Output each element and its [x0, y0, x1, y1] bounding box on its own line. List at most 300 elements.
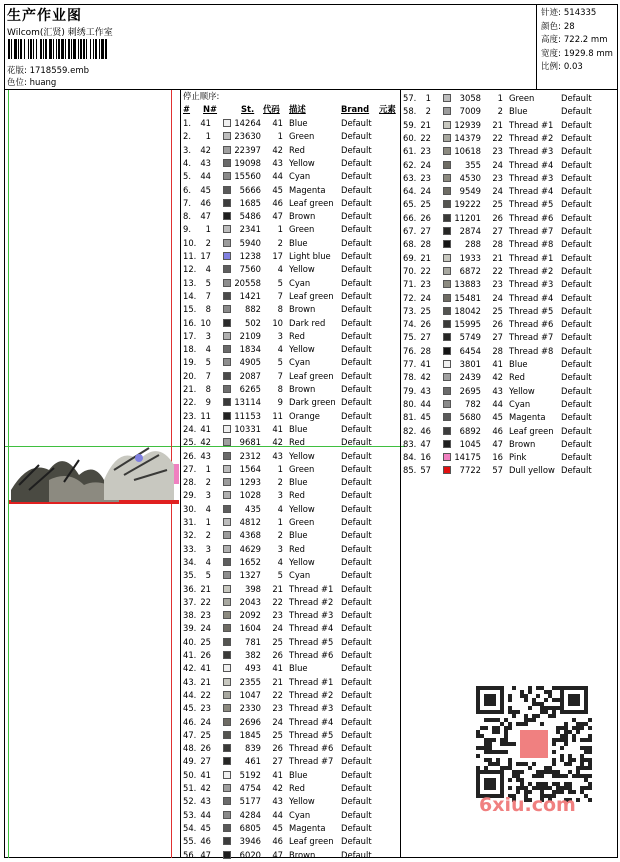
table-row: [403, 438, 617, 451]
table-row: [183, 742, 397, 755]
row-code: 23: [272, 703, 283, 714]
color-swatch: [443, 466, 451, 474]
row-brand: Default: [341, 636, 372, 647]
row-needle: 47: [200, 211, 211, 222]
row-index: 61.: [403, 146, 417, 157]
row-brand: Default: [341, 596, 372, 607]
row-stitches: 1327: [239, 570, 261, 581]
row-brand: Default: [341, 317, 372, 328]
table-row: [403, 159, 617, 172]
row-stitches: 5177: [239, 796, 261, 807]
row-stitches: 4530: [459, 172, 481, 183]
table-row: [403, 265, 617, 278]
row-description: Brown: [289, 849, 316, 860]
row-code: 27: [492, 226, 503, 236]
row-needle: 25: [420, 305, 431, 316]
row-index: 37.: [183, 596, 197, 607]
table-row: [403, 371, 617, 384]
row-index: 28.: [183, 477, 197, 488]
row-stitches: 6872: [459, 265, 481, 276]
row-description: Yellow: [289, 264, 315, 275]
row-needle: 4: [205, 344, 211, 355]
stat-value: 28: [563, 21, 575, 32]
row-stitches: 5749: [459, 332, 481, 343]
row-description: Thread #5: [289, 636, 334, 647]
row-index: 22.: [183, 397, 197, 408]
color-swatch: [223, 225, 231, 233]
row-stitches: 1564: [239, 463, 261, 474]
row-brand: Default: [341, 729, 372, 740]
row-code: 5: [277, 570, 283, 581]
table-row: [183, 144, 397, 157]
row-index: 32.: [183, 530, 197, 541]
row-stitches: 6265: [239, 384, 261, 394]
color-swatch: [223, 811, 231, 819]
table-row: [403, 411, 617, 424]
row-index: 15.: [183, 304, 197, 315]
color-swatch: [223, 212, 231, 220]
row-code: 8: [277, 384, 283, 394]
row-brand: Default: [341, 277, 372, 288]
row-stitches: 4754: [239, 783, 261, 793]
table-row: [183, 436, 397, 449]
row-brand: Default: [341, 410, 372, 421]
row-index: 29.: [183, 490, 197, 501]
row-description: Red: [509, 372, 525, 383]
row-index: 14.: [183, 290, 197, 301]
row-index: 49.: [183, 756, 197, 767]
row-description: Blue: [289, 118, 308, 128]
table-row: [183, 343, 397, 356]
row-stitches: 9681: [239, 437, 261, 448]
table-row: [403, 172, 617, 185]
row-code: 45: [272, 184, 283, 195]
row-index: 23.: [183, 410, 197, 421]
color-swatch: [223, 757, 231, 765]
table-row: [403, 145, 617, 158]
row-brand: Default: [341, 397, 372, 408]
row-brand: Default: [341, 822, 372, 833]
table-row: [183, 529, 397, 542]
row-index: 47.: [183, 729, 197, 740]
table-row: [183, 636, 397, 649]
row-description: Thread #3: [509, 279, 554, 290]
row-index: 8.: [183, 211, 191, 222]
row-index: 16.: [183, 317, 197, 328]
color-swatch: [443, 200, 451, 208]
color-swatch: [223, 279, 231, 287]
row-index: 1.: [183, 118, 191, 128]
row-index: 41.: [183, 650, 197, 660]
row-stitches: 5666: [239, 184, 261, 195]
color-swatch: [223, 438, 231, 446]
table-row: [183, 769, 397, 782]
row-code: 24: [492, 292, 503, 303]
row-brand: Default: [561, 265, 592, 276]
row-stitches: 1834: [239, 344, 261, 355]
row-code: 22: [492, 265, 503, 276]
stop-sequence-table-right: [403, 90, 617, 490]
row-brand: Default: [341, 543, 372, 554]
header-st: St.: [241, 104, 255, 114]
table-row: [183, 676, 397, 689]
row-needle: 7: [205, 370, 211, 381]
color-swatch: [223, 505, 231, 513]
table-row: [183, 330, 397, 343]
table-row: [183, 117, 397, 130]
row-code: 45: [272, 822, 283, 833]
table-row: [403, 464, 617, 477]
row-needle: 24: [200, 623, 211, 634]
row-needle: 46: [200, 197, 211, 208]
color-swatch: [443, 174, 451, 182]
row-stitches: 9549: [459, 186, 481, 197]
row-index: 34.: [183, 556, 197, 567]
row-index: 50.: [183, 769, 197, 780]
row-index: 72.: [403, 292, 417, 303]
stat-label: 颜色:: [541, 21, 561, 32]
row-index: 82.: [403, 425, 417, 436]
color-swatch: [443, 267, 451, 275]
table-row: [183, 809, 397, 822]
row-code: 43: [272, 796, 283, 807]
row-needle: 21: [420, 252, 431, 263]
row-needle: 2: [205, 530, 211, 541]
row-needle: 57: [420, 465, 431, 476]
row-code: 46: [492, 425, 503, 436]
color-swatch: [223, 598, 231, 606]
table-row: [183, 649, 397, 662]
row-description: Thread #4: [509, 292, 554, 303]
row-description: Green: [289, 463, 315, 474]
row-needle: 3: [205, 490, 211, 501]
row-index: 11.: [183, 251, 197, 261]
color-swatch: [223, 691, 231, 699]
row-stitches: 2695: [459, 385, 481, 396]
row-stitches: 14264: [234, 118, 261, 128]
row-stitches: 20558: [234, 277, 261, 288]
row-needle: 44: [200, 171, 211, 182]
row-needle: 27: [200, 756, 211, 767]
row-index: 58.: [403, 106, 417, 117]
row-description: Leaf green: [289, 370, 334, 381]
color-swatch: [223, 651, 231, 659]
row-index: 24.: [183, 423, 197, 434]
row-needle: 25: [200, 729, 211, 740]
color-swatch: [443, 427, 451, 435]
row-needle: 1: [205, 224, 211, 235]
table-row: [183, 290, 397, 303]
row-code: 2: [497, 106, 503, 117]
row-brand: Default: [341, 224, 372, 235]
row-brand: Default: [561, 239, 592, 250]
row-code: 47: [272, 849, 283, 860]
row-description: Cyan: [289, 570, 311, 581]
row-code: 25: [492, 305, 503, 316]
row-description: Cyan: [509, 398, 531, 409]
row-needle: 3: [205, 543, 211, 554]
row-code: 16: [492, 452, 503, 463]
row-code: 28: [492, 345, 503, 356]
color-swatch: [443, 187, 451, 195]
row-brand: Default: [561, 438, 592, 449]
row-brand: Default: [341, 264, 372, 275]
row-stitches: 11153: [234, 410, 261, 421]
row-brand: Default: [341, 703, 372, 714]
page-title: 生产作业图: [7, 8, 82, 24]
row-needle: 41: [420, 359, 431, 369]
row-index: 42.: [183, 663, 197, 674]
row-index: 45.: [183, 703, 197, 714]
row-description: Brown: [289, 304, 316, 315]
row-index: 27.: [183, 463, 197, 474]
row-index: 38.: [183, 610, 197, 621]
row-needle: 26: [200, 650, 211, 660]
row-brand: Default: [561, 452, 592, 463]
table-row: [183, 210, 397, 223]
header-brand: Brand: [341, 104, 370, 114]
row-brand: Default: [341, 676, 372, 687]
row-brand: Default: [341, 623, 372, 634]
row-description: Blue: [289, 769, 308, 780]
row-needle: 23: [420, 279, 431, 290]
row-stitches: 435: [245, 503, 261, 514]
row-index: 36.: [183, 583, 197, 594]
row-stitches: 1845: [239, 729, 261, 740]
row-code: 25: [492, 199, 503, 210]
stop-sequence-title: 停止顺序:: [183, 91, 220, 101]
row-code: 41: [272, 118, 283, 128]
row-index: 65.: [403, 199, 417, 210]
row-description: Thread #6: [289, 743, 334, 754]
row-stitches: 882: [245, 304, 261, 315]
stat-value: 1929.8 mm: [563, 48, 613, 59]
row-description: Yellow: [289, 556, 315, 567]
row-index: 25.: [183, 437, 197, 448]
row-needle: 8: [205, 304, 211, 315]
row-stitches: 2696: [239, 716, 261, 727]
table-row: [183, 716, 397, 729]
row-stitches: 14175: [454, 452, 481, 463]
row-brand: Default: [341, 583, 372, 594]
row-needle: 22: [200, 596, 211, 607]
row-description: Magenta: [509, 412, 546, 423]
row-index: 55.: [183, 836, 197, 847]
table-row: [183, 356, 397, 369]
row-needle: 23: [200, 703, 211, 714]
color-swatch: [443, 440, 451, 448]
row-code: 1: [277, 224, 283, 235]
color-swatch: [223, 452, 231, 460]
table-row: [183, 503, 397, 516]
row-brand: Default: [561, 305, 592, 316]
row-needle: 46: [420, 425, 431, 436]
row-code: 9: [277, 397, 283, 408]
row-brand: Default: [341, 211, 372, 222]
row-needle: 16: [420, 452, 431, 463]
row-description: Pink: [509, 452, 527, 463]
table-row: [183, 662, 397, 675]
row-code: 4: [277, 503, 283, 514]
row-stitches: 493: [245, 663, 261, 674]
color-swatch: [223, 585, 231, 593]
row-stitches: 781: [245, 636, 261, 647]
color-swatch: [223, 199, 231, 207]
row-needle: 2: [205, 237, 211, 248]
row-description: Green: [509, 93, 535, 103]
table-row: [403, 358, 617, 371]
row-needle: 27: [420, 332, 431, 343]
stat-item: [541, 21, 618, 35]
row-description: Thread #1: [509, 119, 554, 130]
row-description: Thread #2: [289, 689, 334, 700]
row-index: 85.: [403, 465, 417, 476]
row-brand: Default: [561, 345, 592, 356]
row-brand: Default: [561, 106, 592, 117]
row-stitches: 23630: [234, 131, 261, 142]
row-brand: Default: [561, 252, 592, 263]
row-brand: Default: [341, 357, 372, 368]
row-stitches: 288: [465, 239, 481, 250]
row-code: 43: [272, 157, 283, 168]
row-stitches: 10618: [454, 146, 481, 157]
row-description: Thread #3: [509, 146, 554, 157]
color-swatch: [443, 387, 451, 395]
row-description: Blue: [289, 530, 308, 541]
row-brand: Default: [341, 384, 372, 394]
row-stitches: 4284: [239, 809, 261, 820]
row-stitches: 382: [245, 650, 261, 660]
color-swatch: [223, 265, 231, 273]
row-stitches: 10331: [234, 423, 261, 434]
table-row: [183, 277, 397, 290]
row-description: Green: [289, 517, 315, 527]
row-needle: 2: [425, 106, 431, 117]
stat-item: [541, 48, 618, 62]
studio-name: Wilcom(汇贤) 刺绣工作室: [7, 28, 113, 38]
row-brand: Default: [341, 423, 372, 434]
row-brand: Default: [341, 689, 372, 700]
table-row: [183, 569, 397, 582]
row-code: 8: [277, 304, 283, 315]
row-brand: Default: [341, 450, 372, 461]
row-brand: Default: [341, 184, 372, 195]
row-description: Thread #6: [509, 319, 554, 330]
row-stitches: 1604: [239, 623, 261, 634]
color-swatch: [223, 571, 231, 579]
qr-code: [476, 685, 592, 803]
row-code: 5: [277, 357, 283, 368]
row-stitches: 4905: [239, 357, 261, 368]
color-swatch: [443, 360, 451, 368]
row-stitches: 5680: [459, 412, 481, 423]
row-index: 46.: [183, 716, 197, 727]
row-code: 22: [492, 132, 503, 143]
row-stitches: 4812: [239, 517, 261, 527]
row-stitches: 782: [465, 398, 481, 409]
row-needle: 1: [205, 463, 211, 474]
row-code: 42: [272, 437, 283, 448]
table-row: [403, 212, 617, 225]
table-row: [183, 795, 397, 808]
table-row: [183, 317, 397, 330]
row-description: Yellow: [289, 344, 315, 355]
row-code: 7: [277, 370, 283, 381]
row-code: 24: [492, 159, 503, 170]
row-index: 19.: [183, 357, 197, 368]
row-code: 23: [492, 279, 503, 290]
row-description: Thread #6: [289, 650, 334, 660]
color-swatch: [223, 638, 231, 646]
row-needle: 22: [200, 689, 211, 700]
row-brand: Default: [561, 212, 592, 223]
row-description: Blue: [289, 477, 308, 488]
stop-sequence-table-left: [183, 90, 399, 858]
row-description: Brown: [509, 438, 536, 449]
table-row: [403, 318, 617, 331]
color-swatch: [223, 531, 231, 539]
row-code: 24: [272, 716, 283, 727]
row-needle: 23: [420, 146, 431, 157]
row-index: 67.: [403, 226, 417, 236]
row-index: 83.: [403, 438, 417, 449]
row-stitches: 1293: [239, 477, 261, 488]
table-row: [183, 410, 397, 423]
row-needle: 41: [200, 769, 211, 780]
row-stitches: 6020: [239, 849, 261, 860]
row-index: 10.: [183, 237, 197, 248]
row-brand: Default: [561, 332, 592, 343]
table-row: [403, 398, 617, 411]
row-description: Cyan: [289, 357, 311, 368]
row-code: 26: [272, 743, 283, 754]
row-description: Thread #4: [289, 716, 334, 727]
row-stitches: 1933: [459, 252, 481, 263]
row-stitches: 12939: [454, 119, 481, 130]
row-index: 70.: [403, 265, 417, 276]
row-index: 3.: [183, 144, 191, 155]
color-swatch: [223, 305, 231, 313]
divider-columns: [400, 90, 401, 858]
table-row: [183, 543, 397, 556]
row-needle: 41: [200, 423, 211, 434]
row-brand: Default: [341, 463, 372, 474]
row-needle: 1: [205, 131, 211, 142]
row-code: 24: [492, 186, 503, 197]
row-brand: Default: [341, 144, 372, 155]
row-brand: Default: [341, 197, 372, 208]
row-brand: Default: [561, 372, 592, 383]
row-index: 21.: [183, 384, 197, 394]
row-code: 43: [272, 450, 283, 461]
row-index: 5.: [183, 171, 191, 182]
row-index: 7.: [183, 197, 191, 208]
table-row: [183, 609, 397, 622]
row-code: 45: [492, 412, 503, 423]
row-needle: 4: [205, 264, 211, 275]
row-brand: Default: [561, 359, 592, 369]
row-brand: Default: [341, 610, 372, 621]
row-code: 4: [277, 344, 283, 355]
row-stitches: 398: [245, 583, 261, 594]
row-needle: 21: [420, 119, 431, 130]
row-description: Cyan: [289, 277, 311, 288]
row-description: Yellow: [509, 385, 535, 396]
table-row: [183, 476, 397, 489]
row-code: 24: [272, 623, 283, 634]
color-swatch: [223, 132, 231, 140]
barcode: [8, 39, 140, 59]
